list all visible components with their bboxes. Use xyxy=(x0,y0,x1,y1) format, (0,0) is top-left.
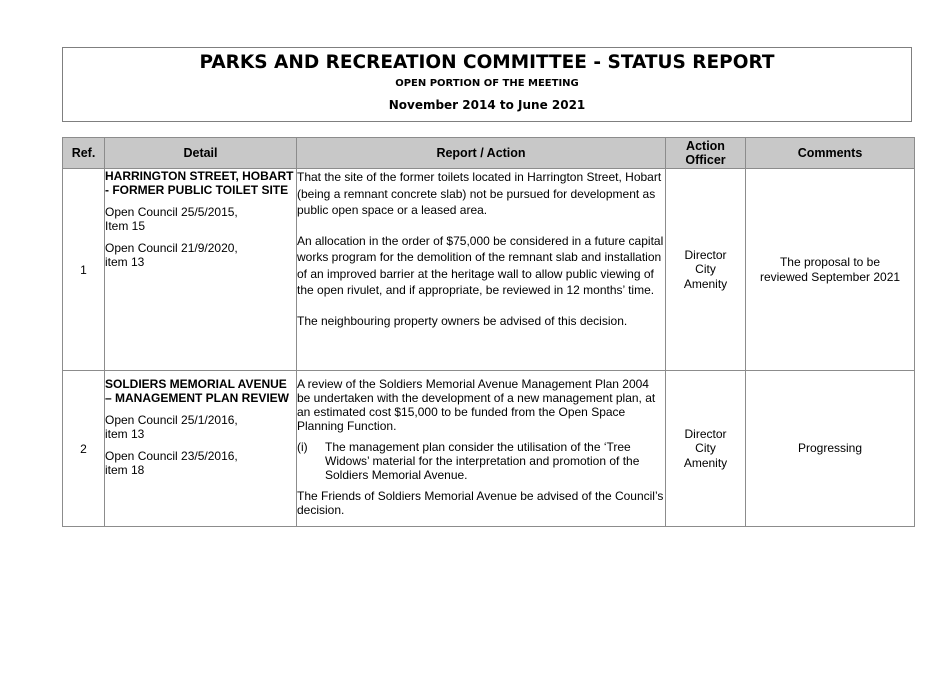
row-ref: 2 xyxy=(63,371,105,527)
officer-line: Amenity xyxy=(683,276,728,291)
meeting-reference-line: Open Council 25/5/2015, xyxy=(105,205,238,219)
list-item-text: The management plan consider the utilisation of the ‘Tree Widows’ material for the interpretation and promotion of the Soldiers Memorial Avenue. xyxy=(325,440,640,482)
meeting-reference xyxy=(105,449,296,477)
meeting-reference-item: Item 15 xyxy=(105,219,146,233)
list-item-number: (i) xyxy=(297,440,308,454)
row-report xyxy=(297,169,666,371)
row-ref: 1 xyxy=(63,169,105,371)
meeting-reference xyxy=(105,241,296,269)
row-detail xyxy=(105,371,297,527)
column-header-comments: Comments xyxy=(746,138,915,169)
detail-title: HARRINGTON STREET, HOBART - FORMER PUBLIC TOILET SITE xyxy=(105,169,294,197)
report-period: November 2014 to June 2021 xyxy=(388,98,586,112)
column-header-detail: Detail xyxy=(105,138,297,169)
meeting-reference-item: item 18 xyxy=(105,463,145,477)
meeting-reference-line: Open Council 21/9/2020, xyxy=(105,241,238,255)
meeting-reference-line: Open Council 25/1/2016, xyxy=(105,413,238,427)
report-header xyxy=(62,47,912,122)
officer-line: Amenity xyxy=(683,455,728,470)
officer-line: Director xyxy=(684,247,727,262)
row-officer xyxy=(666,371,746,527)
officer-line: Director xyxy=(684,426,727,441)
officer-line: City xyxy=(695,262,716,277)
detail-title: SOLDIERS MEMORIAL AVENUE – MANAGEMENT PLAN REVIEW xyxy=(105,377,290,405)
row-comment: The proposal to be reviewed September 2021 xyxy=(746,169,915,371)
report-paragraph: An allocation in the order of $75,000 be considered in a future capital works program for the demolition of the remnant slab and installation of an improved barrier at the heritage wall to allow public viewing of the open rivulet, and if appropriate, be reviewed in 12 months’ time. xyxy=(297,233,664,297)
column-header-report: Report / Action xyxy=(297,138,666,169)
meeting-reference xyxy=(105,205,296,233)
column-header-officer-line2: Officer xyxy=(685,153,726,167)
column-header-officer-line1: Action xyxy=(686,139,725,153)
report-list-item xyxy=(297,440,665,482)
row-detail xyxy=(105,169,297,371)
officer-line: City xyxy=(695,441,716,456)
status-table xyxy=(62,137,915,527)
report-title: PARKS AND RECREATION COMMITTEE - STATUS REPORT xyxy=(199,52,775,73)
table-header-row xyxy=(63,138,915,169)
report-paragraph: That the site of the former toilets located in Harrington Street, Hobart (being a remnant concrete slab) not be pursued for development as public open space or a leased area. xyxy=(297,170,662,217)
meeting-reference xyxy=(105,413,296,441)
report-paragraph: A review of the Soldiers Memorial Avenue Management Plan 2004 be undertaken with the development of a new management plan, at an estimated cost $15,000 to be funded from the Open Space Planning Function. xyxy=(297,377,656,433)
table-row xyxy=(63,169,915,371)
meeting-reference-item: item 13 xyxy=(105,255,145,269)
row-report xyxy=(297,371,666,527)
table-row xyxy=(63,371,915,527)
report-subtitle: OPEN PORTION OF THE MEETING xyxy=(395,78,579,89)
meeting-reference-line: Open Council 23/5/2016, xyxy=(105,449,238,463)
row-comment: Progressing xyxy=(746,371,915,527)
column-header-officer xyxy=(666,138,746,169)
row-officer xyxy=(666,169,746,371)
meeting-reference-item: item 13 xyxy=(105,427,145,441)
column-header-ref: Ref. xyxy=(63,138,105,169)
report-paragraph: The neighbouring property owners be advised of this decision. xyxy=(297,313,628,328)
report-paragraph: The Friends of Soldiers Memorial Avenue be advised of the Council’s decision. xyxy=(297,489,664,517)
